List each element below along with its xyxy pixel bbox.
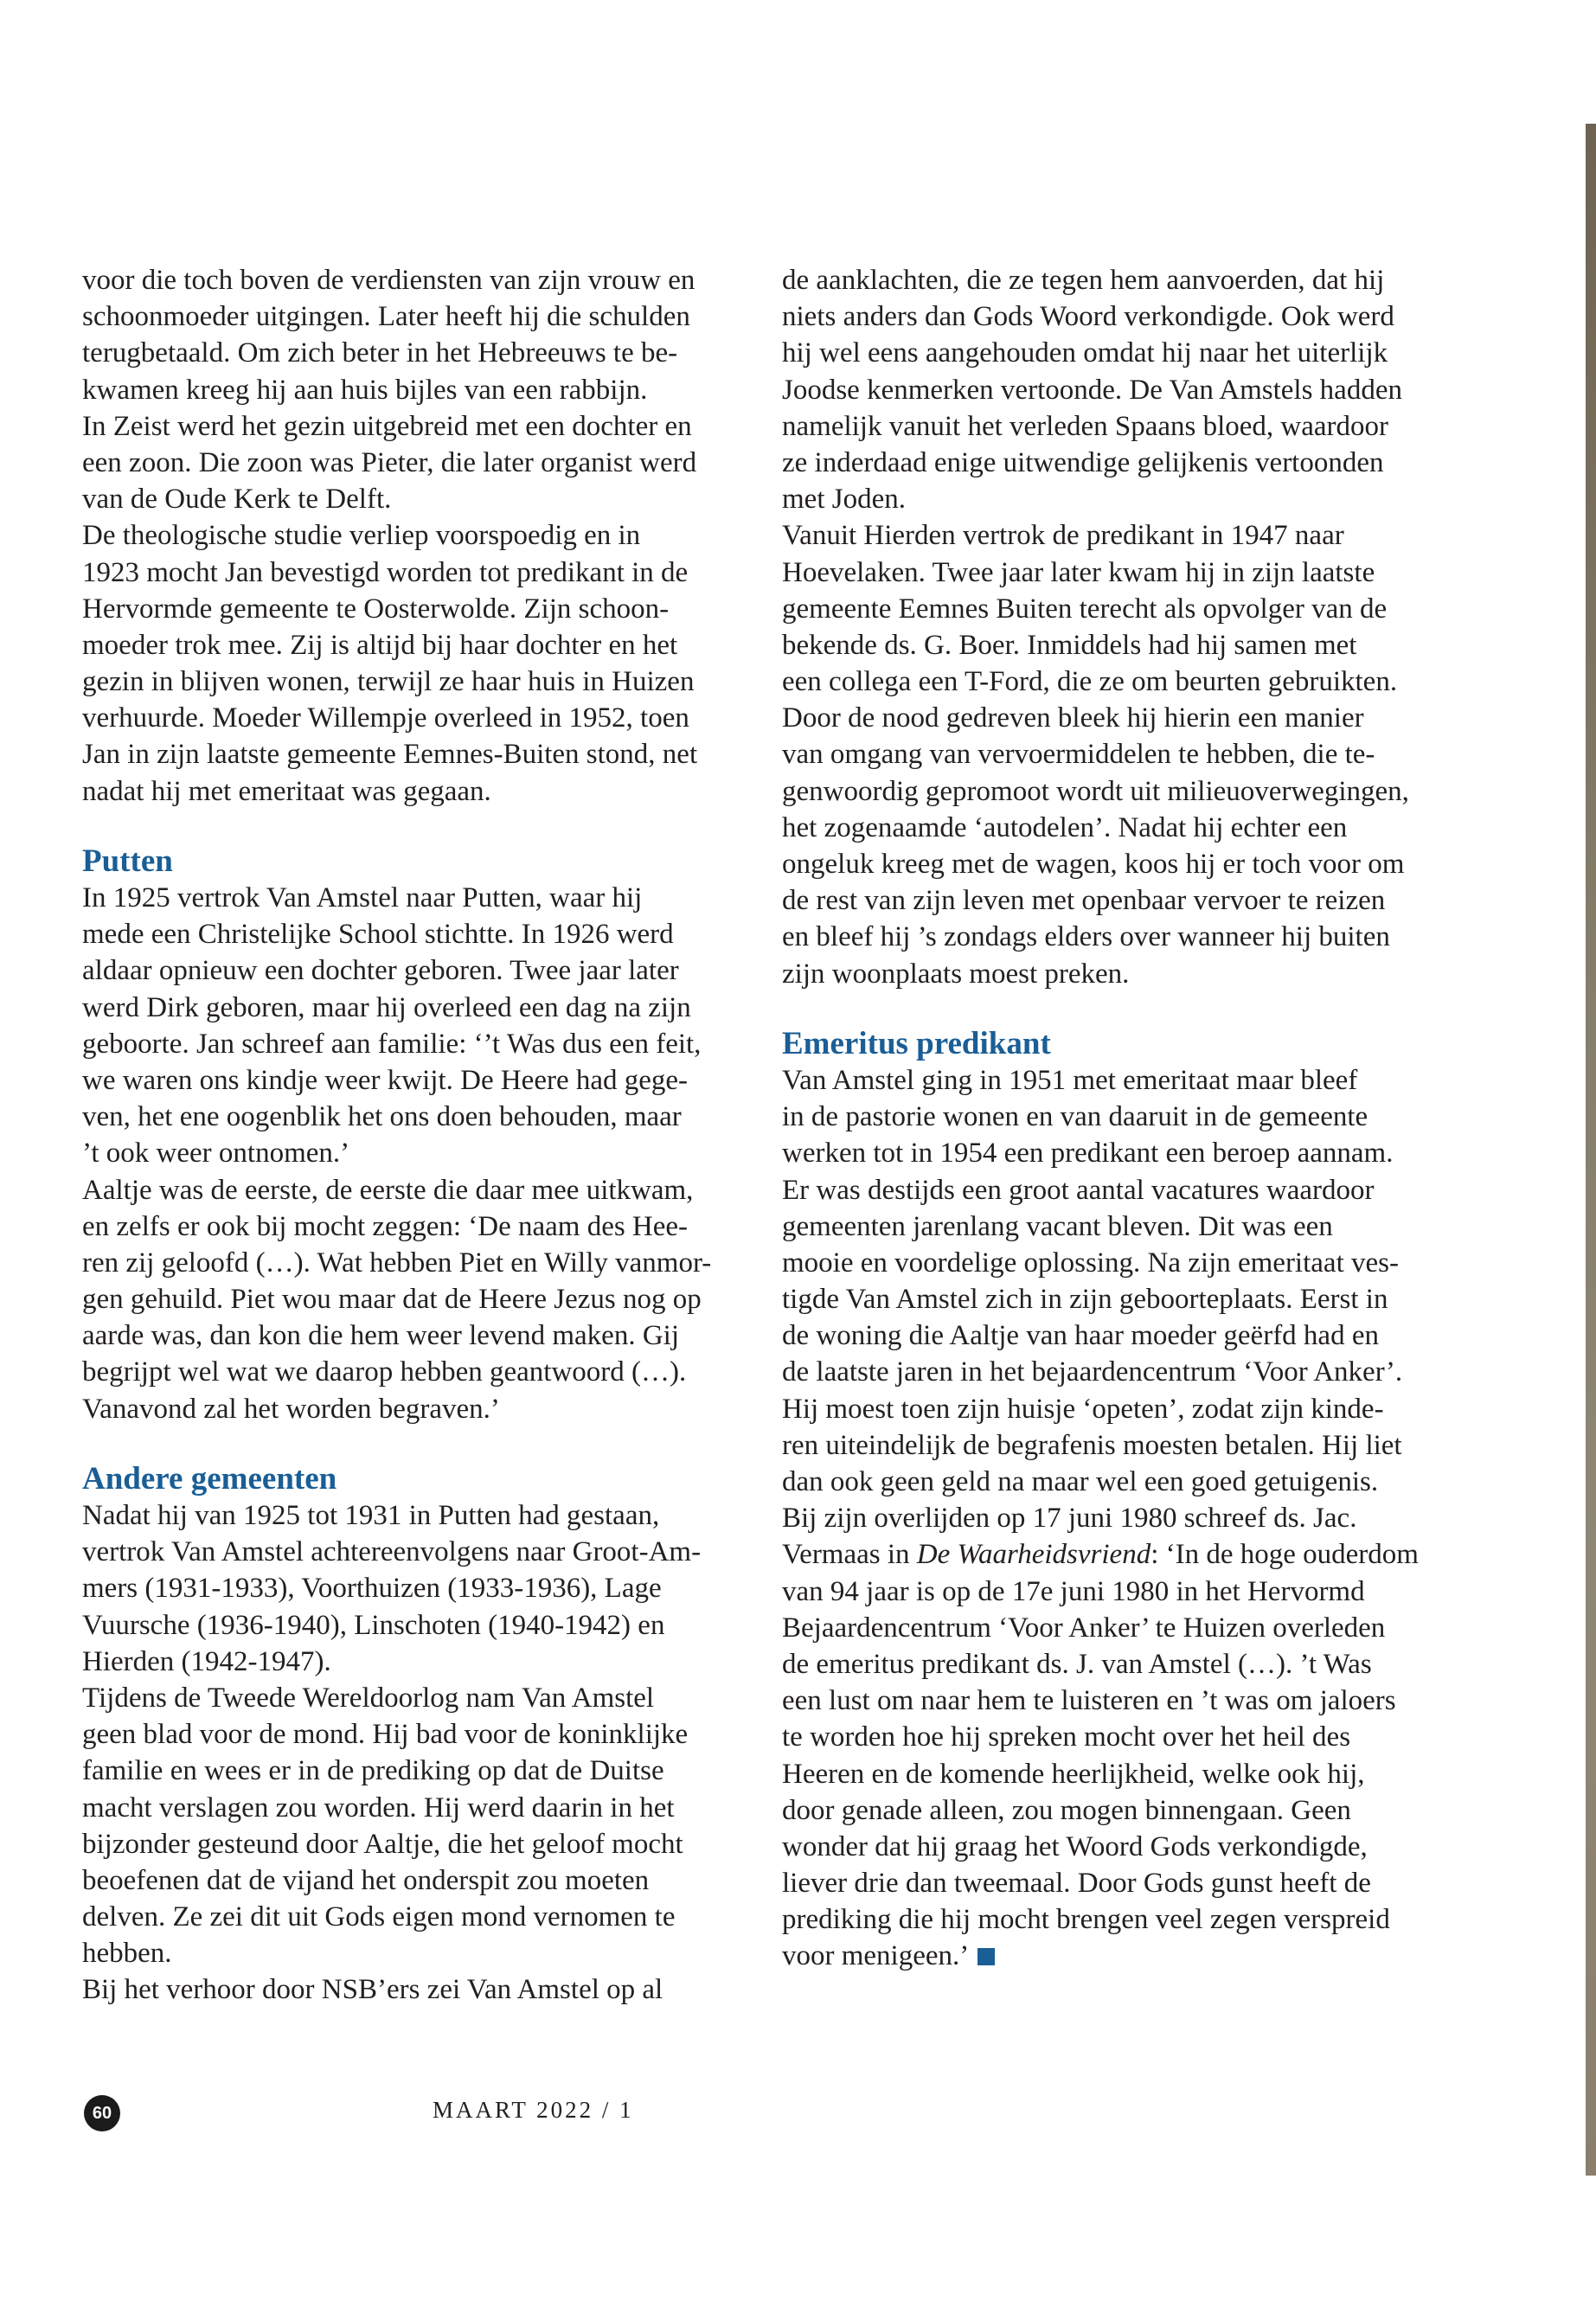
text-segment: Jan in zijn laatste gemeente Eemnes-Buiten stond, net (82, 739, 698, 771)
text-line (82, 1971, 748, 2008)
text-line (782, 481, 1457, 517)
text-segment: hebben. (82, 1938, 172, 1970)
text-segment: Aaltje was de eerste, de eerste die daar mee uitkwam, (82, 1174, 694, 1206)
text-line (782, 1245, 1457, 1281)
text-segment: De theologische studie verliep voorspoedig en in (82, 520, 641, 552)
text-line (782, 1829, 1457, 1865)
text-segment: ze inderdaad enige uitwendige gelijkenis vertoonden (782, 446, 1384, 478)
text-segment: gen gehuild. Piet wou maar dat de Heere Jezus nog op (82, 1284, 702, 1316)
text-line (82, 1935, 748, 1971)
text-segment: ven, het ene oogenblik het ons doen behouden, maar (82, 1101, 682, 1133)
issue-label: MAART 2022 / 1 (433, 2097, 634, 2123)
text-line (82, 952, 748, 989)
text-line (82, 591, 748, 627)
text-line (782, 554, 1457, 591)
text-segment: in de pastorie wonen en van daaruit in de gemeente (782, 1101, 1368, 1133)
text-line (782, 1536, 1457, 1573)
text-line (82, 916, 748, 952)
text-segment: beoefenen dat de vijand het onderspit zou moeten (82, 1864, 650, 1896)
text-segment: Vanuit Hierden vertrok de predikant in 1947 naar (782, 520, 1344, 552)
end-of-article-square-icon (977, 1948, 995, 1965)
text-segment: Bejaardencentrum ‘Voor Anker’ te Huizen overleden (782, 1612, 1386, 1644)
text-line (82, 1281, 748, 1317)
text-line (82, 298, 748, 335)
text-line (782, 1135, 1457, 1171)
text-line (782, 1756, 1457, 1792)
paragraph-block (782, 262, 1457, 992)
text-line (82, 1607, 748, 1644)
text-segment: dan ook geen geld na maar wel een goed getuigenis. (782, 1466, 1379, 1497)
text-line (782, 372, 1457, 408)
text-line (82, 1026, 748, 1062)
text-segment: van 94 jaar is op de 17e juni 1980 in het Hervormd (782, 1575, 1365, 1607)
text-segment: Hoevelaken. Twee jaar later kwam hij in zijn laatste (782, 556, 1375, 588)
text-segment: bekende ds. G. Boer. Inmiddels had hij samen met (782, 629, 1357, 661)
text-line (782, 591, 1457, 627)
text-line (782, 1938, 1457, 1974)
text-segment: Door de nood gedreven bleek hij hierin een manier (782, 702, 1364, 734)
text-line (82, 1862, 748, 1899)
text-segment: Hervormde gemeente te Oosterwolde. Zijn schoon- (82, 593, 670, 625)
text-line (782, 1317, 1457, 1354)
text-segment: In Zeist werd het gezin uitgebreid met een dochter en (82, 410, 692, 442)
text-segment: moeder trok mee. Zij is altijd bij haar dochter en het (82, 629, 678, 661)
text-segment: gemeenten jarenlang vacant bleven. Dit was een (782, 1210, 1333, 1242)
text-segment: namelijk vanuit het verleden Spaans bloed, waardoor (782, 410, 1389, 442)
text-segment: geboorte. Jan schreef aan familie: ‘’t Was dus een feit, (82, 1028, 702, 1060)
text-segment: met Joden. (782, 484, 906, 516)
text-segment: de laatste jaren in het bejaardencentrum ‘Voor Anker’. (782, 1356, 1403, 1388)
text-line (82, 1208, 748, 1245)
text-segment: familie en wees er in de prediking op dat de Duitse (82, 1755, 664, 1787)
text-line (782, 919, 1457, 955)
text-line (82, 1644, 748, 1680)
text-segment: aldaar opnieuw een dochter geboren. Twee jaar later (82, 955, 679, 987)
text-segment: verhuurde. Moeder Willempje overleed in 1952, toen (82, 702, 689, 734)
paragraph-block (82, 1497, 748, 2009)
text-line (782, 1464, 1457, 1500)
text-segment: aarde was, dan kon die hem weer levend maken. Gij (82, 1320, 679, 1352)
text-segment: van omgang van vervoermiddelen te hebben, die te- (782, 739, 1375, 771)
text-line (82, 1062, 748, 1099)
text-segment: vertrok Van Amstel achtereenvolgens naar Groot-Am- (82, 1536, 702, 1568)
text-segment: Joodse kenmerken vertoonde. De Van Amstels hadden (782, 374, 1402, 406)
text-line (782, 1865, 1457, 1901)
text-segment: ongeluk kreeg met de wagen, koos hij er toch voor om (782, 849, 1405, 880)
text-segment: de rest van zijn leven met openbaar vervoer te reizen (782, 885, 1386, 917)
text-line (782, 517, 1457, 554)
text-segment: Vermaas in (782, 1539, 917, 1571)
text-line (82, 1317, 748, 1354)
text-line (82, 262, 748, 298)
text-segment: we waren ons kindje weer kwijt. De Heere had gege- (82, 1064, 689, 1096)
text-segment: delven. Ze zei dit uit Gods eigen mond vernomen te (82, 1901, 676, 1933)
text-line (782, 1099, 1457, 1135)
text-line (782, 1427, 1457, 1464)
text-segment: In 1925 vertrok Van Amstel naar Putten, waar hij (82, 882, 643, 913)
text-line (782, 773, 1457, 810)
text-line (82, 1790, 748, 1826)
text-line (82, 1354, 748, 1390)
text-line (82, 445, 748, 481)
text-line (782, 1208, 1457, 1245)
text-segment: ren zij geloofd (…). Wat hebben Piet en Willy vanmor- (82, 1247, 712, 1279)
text-segment: werd Dirk geboren, maar hij overleed een dag na zijn (82, 991, 691, 1023)
text-line (82, 1497, 748, 1534)
text-segment: genwoordig gepromoot wordt uit milieuoverwegingen, (782, 775, 1409, 807)
text-line (782, 627, 1457, 663)
text-line (782, 445, 1457, 481)
text-segment: Tijdens de Tweede Wereldoorlog nam Van Amstel (82, 1682, 655, 1714)
text-line (782, 1646, 1457, 1682)
text-line (782, 700, 1457, 736)
left-column (82, 262, 748, 2009)
text-segment: nadat hij met emeritaat was gegaan. (82, 775, 491, 807)
text-segment: Bij het verhoor door NSB’ers zei Van Amstel op al (82, 1974, 663, 2006)
text-line (82, 1570, 748, 1606)
text-line (782, 1574, 1457, 1610)
text-line (782, 1792, 1457, 1829)
paragraph-block (82, 262, 748, 810)
text-line (82, 1680, 748, 1716)
text-line (82, 335, 748, 371)
text-segment: mede een Christelijke School stichtte. In 1926 werd (82, 919, 674, 951)
text-line (82, 1899, 748, 1935)
text-line (782, 1391, 1457, 1427)
text-segment: Vanavond zal het worden begraven.’ (82, 1393, 500, 1425)
section-heading: Andere gemeenten (82, 1460, 337, 1497)
text-segment: prediking die hij mocht brengen veel zegen verspreid (782, 1904, 1390, 1936)
text-segment: tigde Van Amstel zich in zijn geboorteplaats. Eerst in (782, 1284, 1388, 1316)
text-line (782, 846, 1457, 882)
text-segment: Hij moest toen zijn huisje ‘opeten’, zodat zijn kinde- (782, 1393, 1384, 1425)
text-segment: een collega een T-Ford, die ze om beurten gebruikten. (782, 666, 1398, 698)
text-line (782, 1682, 1457, 1719)
text-line (82, 408, 748, 445)
text-segment: kwamen kreeg hij aan huis bijles van een rabbijn. (82, 374, 648, 406)
paragraph-block (82, 880, 748, 1427)
text-line (82, 1391, 748, 1427)
text-segment: ’t ook weer ontnomen.’ (82, 1138, 350, 1170)
text-line (782, 1062, 1457, 1099)
text-segment: zijn woonplaats moest preken. (782, 958, 1130, 990)
section-heading: Emeritus predikant (782, 1025, 1051, 1061)
text-segment: Heeren en de komende heerlijkheid, welke ook hij, (782, 1758, 1365, 1790)
text-line (782, 1719, 1457, 1755)
text-segment: ren uiteindelijk de begrafenis moesten betalen. Hij liet (782, 1429, 1402, 1461)
text-line (82, 1534, 748, 1570)
text-segment: wonder dat hij graag het Woord Gods verkondigde, (782, 1830, 1368, 1862)
text-line (782, 262, 1457, 298)
text-segment: het zogenaamde ‘autodelen’. Nadat hij echter een (782, 811, 1348, 843)
text-line (782, 408, 1457, 445)
page-edge-bar (1586, 124, 1596, 2176)
text-segment: 1923 mocht Jan bevestigd worden tot predikant in de (82, 556, 689, 588)
text-line (82, 1716, 748, 1753)
text-line (782, 956, 1457, 992)
text-line (82, 880, 748, 916)
text-segment: Vuursche (1936-1940), Linschoten (1940-1942) en (82, 1609, 665, 1641)
text-segment: : ‘In de hoge ouderdom (1151, 1539, 1419, 1571)
text-line (782, 1281, 1457, 1317)
text-segment: mers (1931-1933), Voorthuizen (1933-1936), Lage (82, 1573, 662, 1605)
text-segment: voor menigeen.’ (782, 1940, 970, 1972)
text-line (782, 882, 1457, 919)
text-segment: door genade alleen, zou mogen binnengaan. Geen (782, 1794, 1351, 1826)
text-line (82, 990, 748, 1026)
page-number-badge: 60 (84, 2095, 120, 2131)
text-segment: bijzonder gesteund door Aaltje, die het geloof mocht (82, 1828, 683, 1860)
text-segment: Er was destijds een groot aantal vacatures waardoor (782, 1174, 1375, 1206)
text-segment: macht verslagen zou worden. Hij werd daarin in het (82, 1791, 675, 1823)
text-segment: werken tot in 1954 een predikant een beroep aannam. (782, 1138, 1394, 1170)
text-segment: mooie en voordelige oplossing. Na zijn emeritaat ves- (782, 1247, 1399, 1279)
text-line (82, 1826, 748, 1862)
text-segment: een lust om naar hem te luisteren en ’t was om jaloers (782, 1685, 1396, 1717)
text-segment: Hierden (1942-1947). (82, 1645, 331, 1677)
text-line (782, 736, 1457, 772)
text-line (782, 1500, 1457, 1536)
text-line (82, 773, 748, 810)
publication-title: De Waarheidsvriend (916, 1539, 1151, 1571)
text-segment: geen blad voor de mond. Hij bad voor de koninklijke (82, 1719, 689, 1751)
text-segment: liever drie dan tweemaal. Door Gods gunst heeft de (782, 1868, 1371, 1900)
text-segment: de woning die Aaltje van haar moeder geërfd had en (782, 1320, 1379, 1352)
text-line (82, 663, 748, 700)
text-line (782, 1901, 1457, 1938)
text-segment: en bleef hij ’s zondags elders over wanneer hij buiten (782, 921, 1390, 953)
paragraph-block (782, 1062, 1457, 1975)
text-line (82, 1245, 748, 1281)
text-segment: de aanklachten, die ze tegen hem aanvoerden, dat hij (782, 265, 1385, 296)
text-segment: begrijpt wel wat we daarop hebben geantwoord (…). (82, 1356, 687, 1388)
text-line (82, 517, 748, 554)
text-segment: gemeente Eemnes Buiten terecht als opvolger van de (782, 593, 1388, 625)
text-line (782, 1172, 1457, 1208)
text-line (782, 663, 1457, 700)
text-segment: en zelfs er ook bij mocht zeggen: ‘De naam des Hee- (82, 1210, 689, 1242)
text-line (82, 1753, 748, 1789)
text-line (782, 335, 1457, 371)
text-segment: te worden hoe hij spreken mocht over het heil des (782, 1721, 1351, 1753)
text-line (82, 1135, 748, 1171)
text-line (82, 700, 748, 736)
text-line (782, 1610, 1457, 1646)
text-segment: niets anders dan Gods Woord verkondigde. Ook werd (782, 301, 1394, 333)
text-line (82, 372, 748, 408)
text-segment: hij wel eens aangehouden omdat hij naar het uiterlijk (782, 337, 1388, 369)
text-line (82, 736, 748, 772)
text-segment: terugbetaald. Om zich beter in het Hebreeuws te be- (82, 337, 678, 369)
text-line (82, 481, 748, 517)
text-line (82, 554, 748, 591)
text-line (82, 1099, 748, 1135)
text-segment: Bij zijn overlijden op 17 juni 1980 schreef ds. Jac. (782, 1503, 1357, 1535)
section-heading: Putten (82, 843, 173, 879)
text-segment: de emeritus predikant ds. J. van Amstel (…). ’t Was (782, 1648, 1372, 1680)
text-segment: een zoon. Die zoon was Pieter, die later organist werd (82, 446, 697, 478)
text-line (782, 810, 1457, 846)
text-line (782, 298, 1457, 335)
text-line (82, 1172, 748, 1208)
text-segment: gezin in blijven wonen, terwijl ze haar huis in Huizen (82, 666, 695, 698)
text-segment: schoonmoeder uitgingen. Later heeft hij die schulden (82, 301, 690, 333)
text-segment: Van Amstel ging in 1951 met emeritaat maar bleef (782, 1064, 1358, 1096)
right-column (782, 262, 1457, 1975)
text-segment: voor die toch boven de verdiensten van zijn vrouw en (82, 265, 695, 296)
text-segment: van de Oude Kerk te Delft. (82, 484, 392, 516)
text-line (782, 1354, 1457, 1390)
text-segment: Nadat hij van 1925 tot 1931 in Putten had gestaan, (82, 1500, 660, 1531)
text-line (82, 627, 748, 663)
